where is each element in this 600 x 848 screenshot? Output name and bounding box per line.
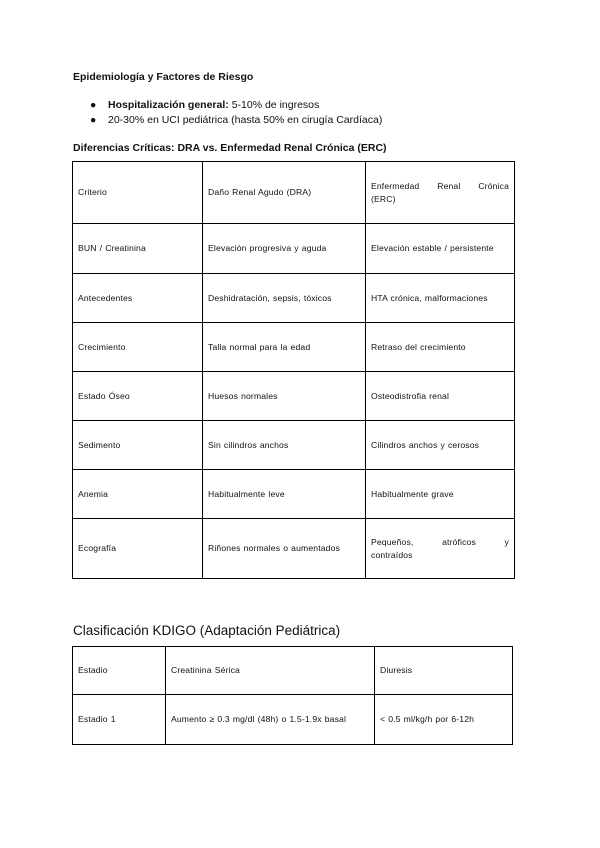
table-row [73,421,515,470]
table-row [73,274,515,323]
bullet-icon: ● [90,114,97,126]
table-cell: Retraso del crecimiento [366,323,515,372]
table-cell: HTA crónica, malformaciones [366,274,515,323]
table-header-cell: Creatinina Sérica [166,647,375,695]
list-item-bold: Hospitalización general: [108,99,229,111]
epidemiology-heading: Epidemiología y Factores de Riesgo [73,71,254,83]
table-header-row [73,647,513,695]
table-header-cell: Daño Renal Agudo (DRA) [203,162,366,224]
table-cell: Deshidratación, sepsis, tóxicos [203,274,366,323]
risk-factor-list [0,98,382,128]
table-row [73,372,515,421]
list-item-text: 20-30% en UCI pediátrica (hasta 50% en cirugía Cardíaca) [108,114,383,126]
table-row [73,695,513,745]
table-cell: Osteodistrofia renal [366,372,515,421]
table-cell: Sin cilindros anchos [203,421,366,470]
table-header-row [73,162,515,224]
table-cell: Elevación estable / persistente [366,224,515,274]
table-cell: Cilindros anchos y cerosos [366,421,515,470]
differences-heading: Diferencias Críticas: DRA vs. Enfermedad Renal Crónica (ERC) [73,142,387,154]
table-cell: Talla normal para la edad [203,323,366,372]
table-cell: Antecedentes [73,274,203,323]
table-cell: Pequeños, atróficos y contraídos [366,519,515,579]
table-row [73,224,515,274]
kdigo-heading: Clasificación KDIGO (Adaptación Pediátrica) [73,623,341,638]
dra-vs-erc-table [72,161,515,579]
table-cell: Estadio 1 [73,695,166,745]
table-cell: Crecimiento [73,323,203,372]
table-cell: Ecografía [73,519,203,579]
table-cell: < 0.5 ml/kg/h por 6-12h [375,695,513,745]
table-cell: Anemia [73,470,203,519]
kdigo-table [72,646,513,745]
table-cell: BUN / Creatinina [73,224,203,274]
table-row [73,470,515,519]
table-row [73,519,515,579]
table-cell: Huesos normales [203,372,366,421]
table-cell: Habitualmente grave [366,470,515,519]
table-header-cell: Estadio [73,647,166,695]
table-cell: Sedimento [73,421,203,470]
table-header-cell: Diuresis [375,647,513,695]
list-item-text: 5-10% de ingresos [228,99,320,111]
table-cell: Estado Óseo [73,372,203,421]
bullet-icon: ● [90,99,97,111]
table-header-cell: Criterio [73,162,203,224]
list-item [0,98,382,113]
table-cell: Aumento ≥ 0.3 mg/dl (48h) o 1.5-1.9x basal [166,695,375,745]
table-cell: Elevación progresiva y aguda [203,224,366,274]
table-header-cell: Enfermedad Renal Crónica (ERC) [366,162,515,224]
table-cell: Habitualmente leve [203,470,366,519]
table-row [73,323,515,372]
table-cell: Riñones normales o aumentados [203,519,366,579]
list-item [0,113,382,128]
